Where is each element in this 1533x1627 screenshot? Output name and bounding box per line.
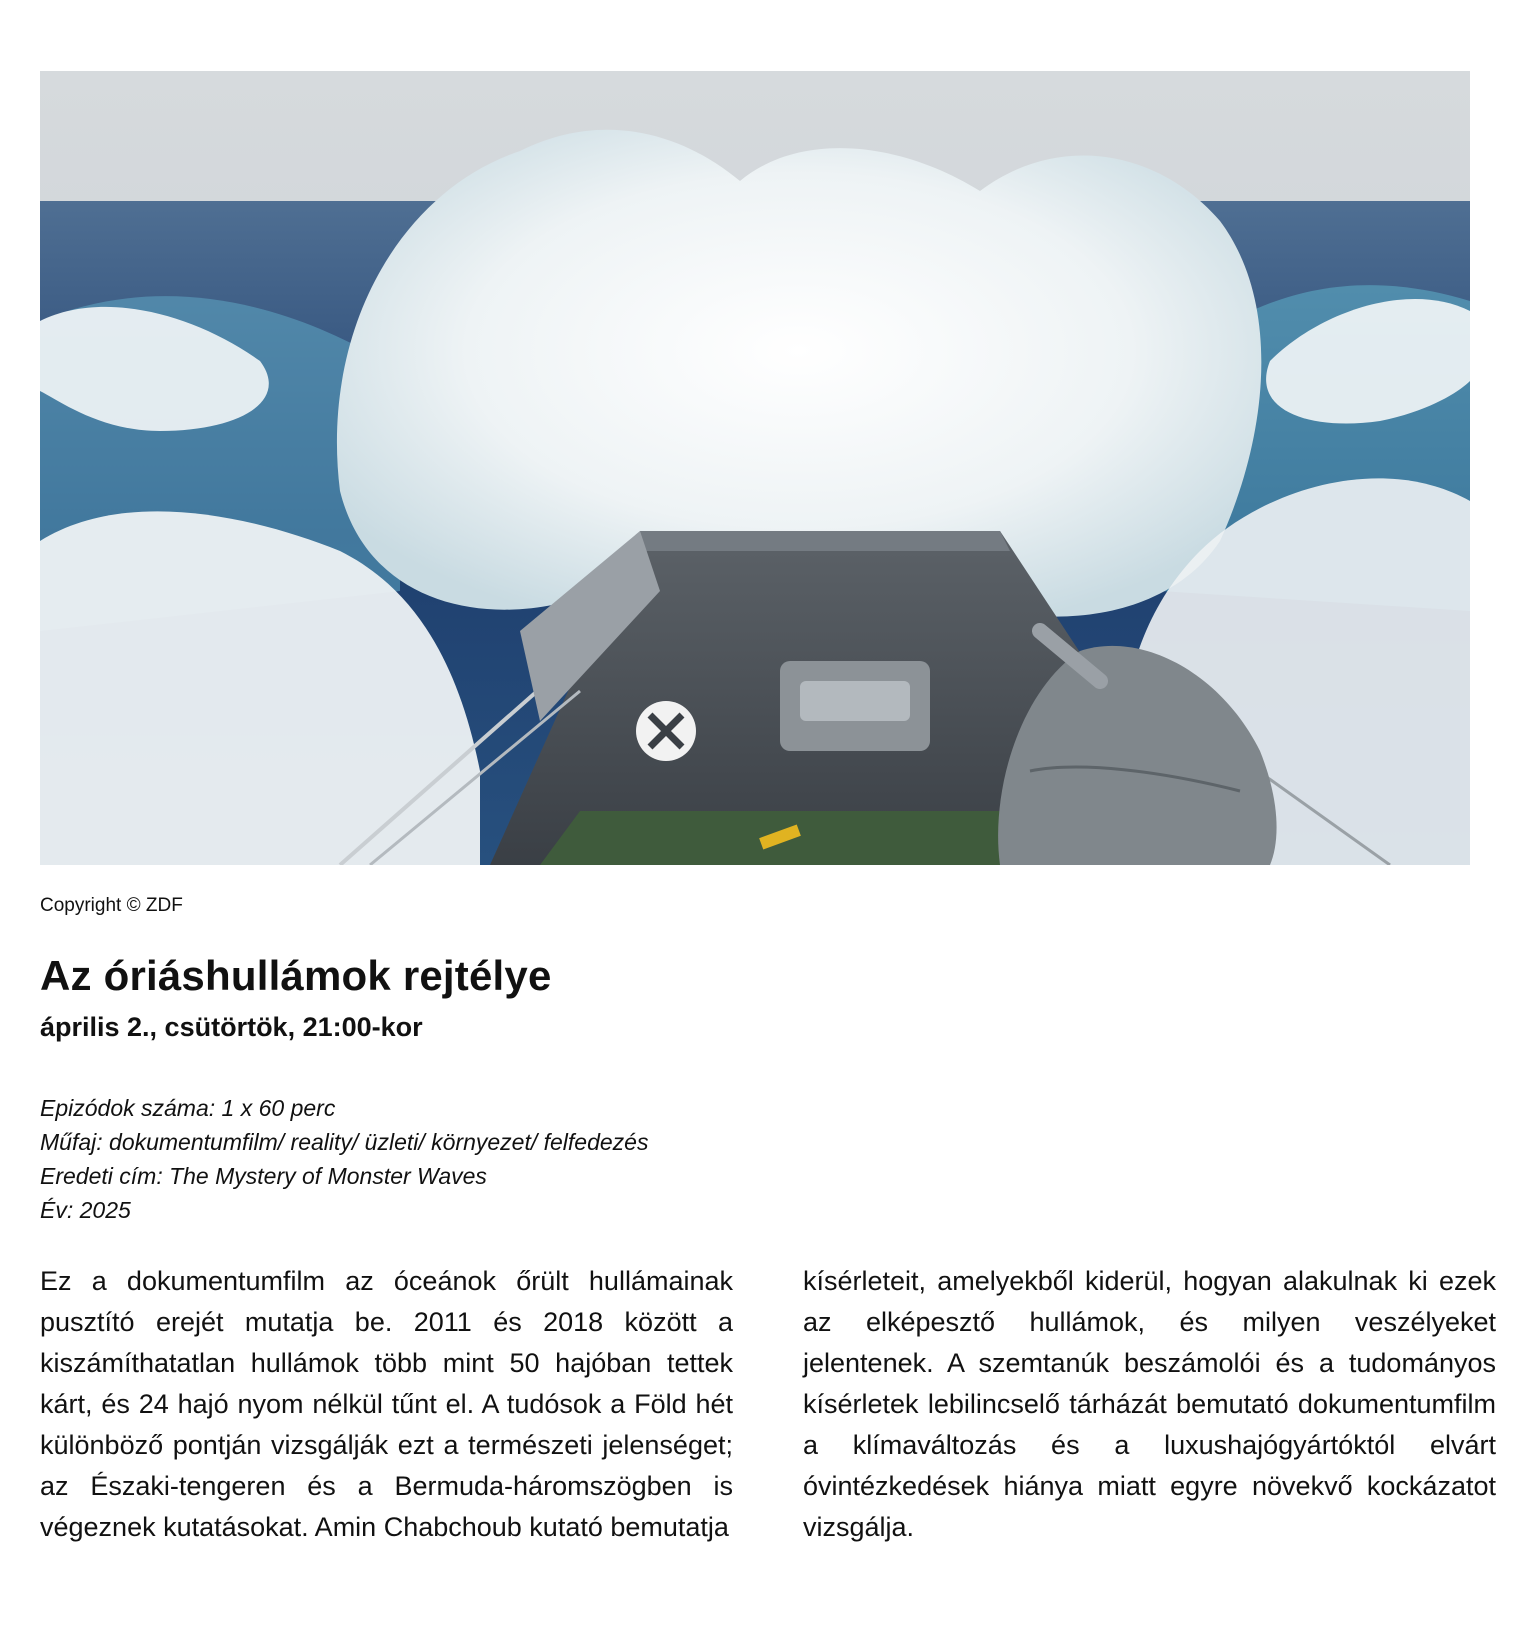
storm-ship-image bbox=[40, 71, 1470, 865]
page-title: Az óriáshullámok rejtélye bbox=[40, 952, 552, 999]
body-text-left-column: Ez a dokumentumfilm az óceánok őrült hullámainak pusztító erejét mutatja be. 2011 és 2018 között a kiszámíthatatlan hullámok több mint 50 hajóban tettek kárt, és 24 hajó nyom nélkül tűnt el. A tudósok a Föld hét különböző pontján vizsgálják ezt a természeti jelenséget; az Északi-tengeren és a Bermuda-háromszögben is végeznek kutatásokat. Amin Chabchoub kutató bemutatja bbox=[40, 1266, 733, 1542]
broadcast-time: április 2., csütörtök, 21:00-kor bbox=[40, 1012, 423, 1042]
episodes-line: Epizódok száma: 1 x 60 perc bbox=[40, 1095, 336, 1121]
hero-photo bbox=[40, 71, 1470, 865]
year-line: Év: 2025 bbox=[40, 1197, 131, 1223]
program-metadata bbox=[40, 1091, 648, 1227]
copyright-caption: Copyright © ZDF bbox=[40, 895, 183, 916]
body-text-right-column: kísérleteit, amelyekből kiderül, hogyan alakulnak ki ezek az elképesztő hullámok, és milyen veszélyeket jelentenek. A szemtanúk beszámolói és a tudományos kísérletek lebilincselő tárházát bemutató dokumentumfilm a klímaváltozás és a luxushajógyártóktól elvárt óvintézkedések hiánya miatt egyre növekvő kockázatot vizsgálja. bbox=[803, 1266, 1496, 1542]
genre-line: Műfaj: dokumentumfilm/ reality/ üzleti/ környezet/ felfedezés bbox=[40, 1129, 649, 1155]
original-title-line: Eredeti cím: The Mystery of Monster Waves bbox=[40, 1163, 487, 1189]
